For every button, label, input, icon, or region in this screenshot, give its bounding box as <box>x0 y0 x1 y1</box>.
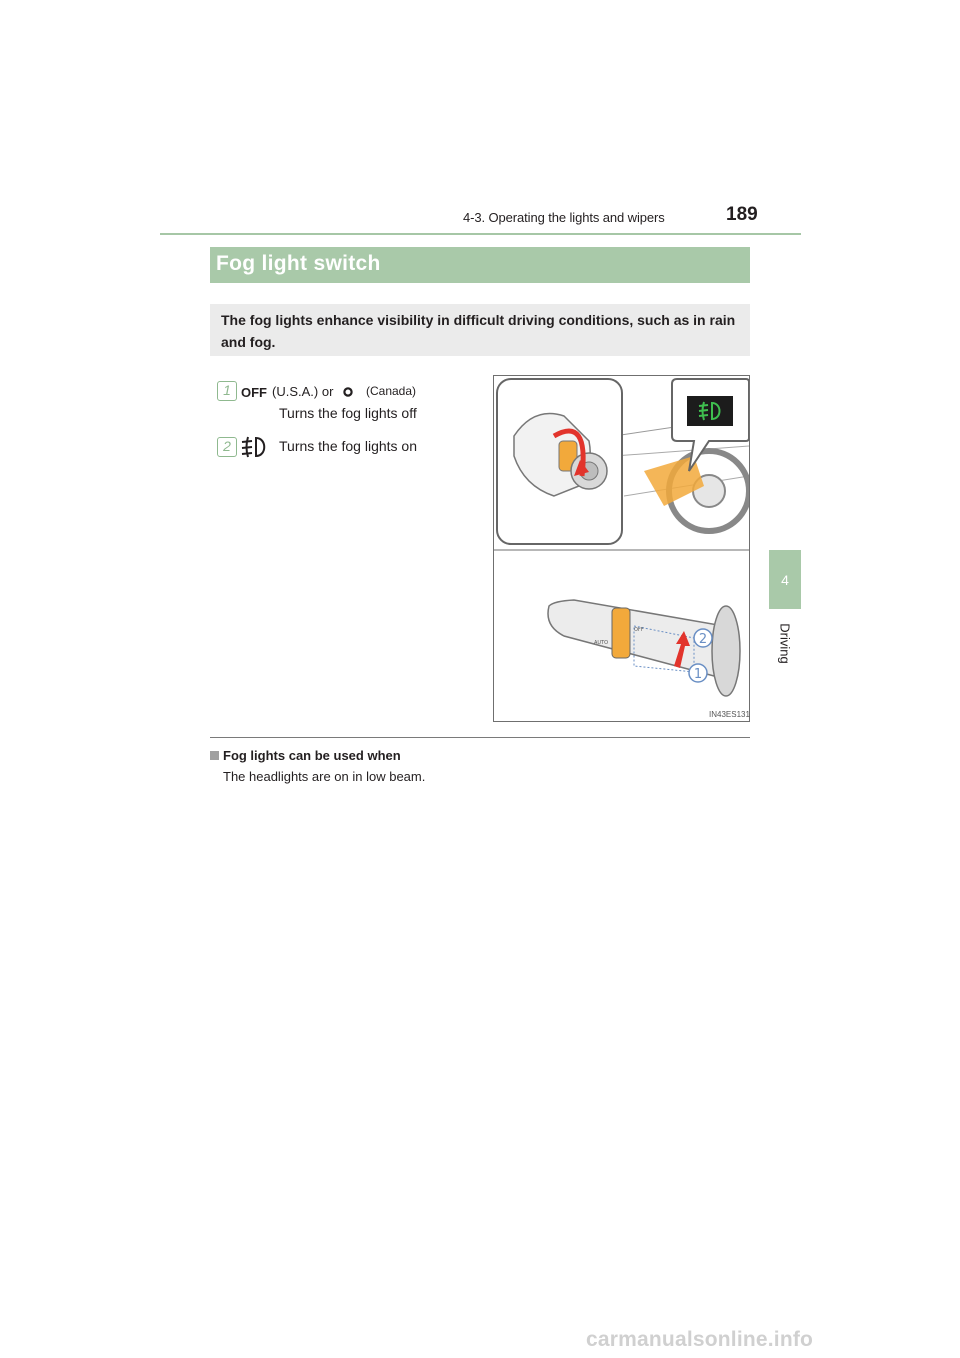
intro-box <box>210 304 750 356</box>
fog-switch-illustration <box>493 375 750 722</box>
off-label: OFF <box>241 385 267 400</box>
fog-light-icon <box>239 434 271 460</box>
chapter-number: 4 <box>781 571 789 588</box>
note-rule <box>210 737 750 738</box>
item-number-2: 2 <box>217 437 237 457</box>
region-canada-label: (Canada) <box>366 384 417 398</box>
svg-text:OFF: OFF <box>634 627 644 633</box>
chapter-tab[interactable] <box>769 550 801 609</box>
intro-text: The fog lights enhance visibility in difficult driving conditions, such as in rain and fog. <box>221 312 736 350</box>
item-number-1: 1 <box>217 381 237 401</box>
section-heading-bar <box>210 247 750 283</box>
svg-text:AUTO: AUTO <box>594 640 609 646</box>
region-usa-label: (U.S.A.) or <box>272 384 334 399</box>
section-title: 4-3. Operating the lights and wipers <box>463 210 665 225</box>
off-description: Turns the fog lights off <box>279 405 417 421</box>
fog-ring <box>612 608 630 658</box>
page-number: 189 <box>726 204 758 225</box>
watermark[interactable]: carmanualsonline.info <box>586 1328 814 1351</box>
note-body: The headlights are on in low beam. <box>223 769 426 784</box>
callout-2: 2 <box>698 632 708 647</box>
illustration-svg <box>494 376 749 721</box>
figure-code: IN43ES131 <box>709 710 750 719</box>
callout-1: 1 <box>693 667 703 682</box>
off-circle-icon <box>342 386 354 398</box>
note-heading: Fog lights can be used when <box>210 748 401 763</box>
section-heading: Fog light switch <box>216 252 381 275</box>
on-description: Turns the fog lights on <box>279 438 418 454</box>
chapter-label: Driving <box>777 622 793 664</box>
square-bullet-icon <box>210 751 219 760</box>
indicator-panel <box>687 396 733 426</box>
header-rule <box>160 233 801 235</box>
